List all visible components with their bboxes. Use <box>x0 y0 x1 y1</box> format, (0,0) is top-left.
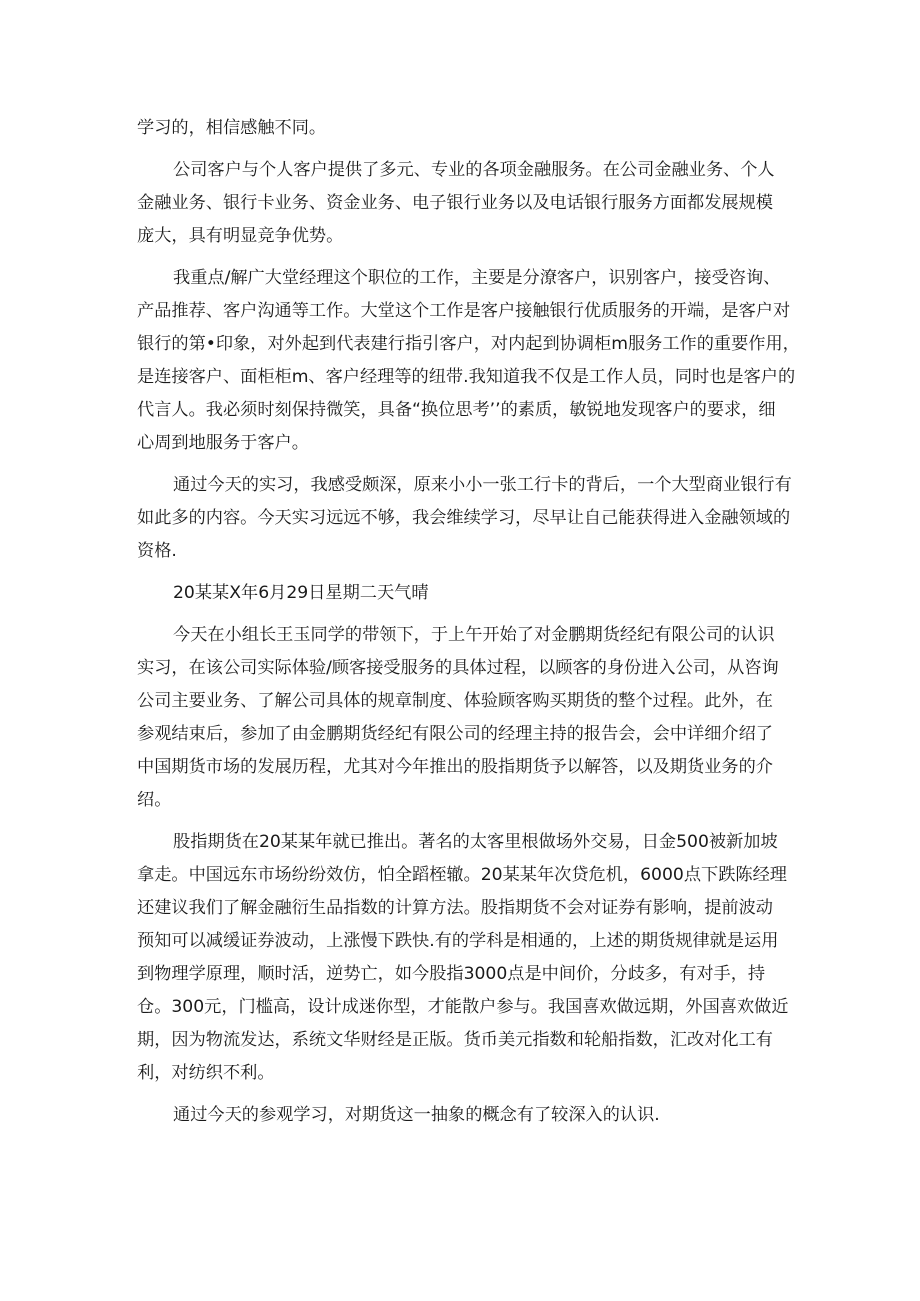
paragraph-line: 资格. <box>137 541 177 561</box>
paragraph-line: 公司客户与个人客户提供了多元、专业的各项金融服务。在公司金融业务、个人 <box>173 160 775 180</box>
paragraph-line: 银行的第•印象，对外起到代表建行指引客户，对内起到协调柜m服务工作的重要作用， <box>137 334 800 354</box>
paragraph-line: 绍。 <box>137 790 172 810</box>
paragraph-line: 学习的，相信感触不同。 <box>137 118 327 138</box>
paragraph-line: 中国期货市场的发展历程，尤其对今年推出的股指期货予以解答，以及期货业务的介 <box>137 757 773 777</box>
paragraph-line: 庞大，具有明显竞争优势。 <box>137 226 344 246</box>
paragraph-line: 股指期货在20某某年就已推出。著名的太客里根做场外交易，日金500被新加坡 <box>173 832 778 852</box>
paragraph-line: 到物理学原理，顺时活，逆势亡，如今股指3000点是中间价，分歧多，有对手，持 <box>137 964 766 984</box>
paragraph-line: 期，因为物流发达，系统文华财经是正版。货币美元指数和轮船指数，汇改对化工有 <box>137 1030 773 1050</box>
paragraph-line: 心周到地服务于客户。 <box>137 433 309 453</box>
paragraph-line: 是连接客户、面柜柜m、客户经理等的纽带.我知道我不仅是工作人员，同时也是客户的 <box>137 367 796 387</box>
paragraph-line: 通过今天的参观学习，对期货这一抽象的概念有了较深入的认识. <box>173 1105 660 1125</box>
paragraph-line: 公司主要业务、了解公司具体的规章制度、体验顾客购买期货的整个过程。此外，在 <box>137 691 773 711</box>
document-body <box>137 112 800 1132</box>
paragraph-line: 仓。300元，门槛高，设计成迷你型，才能散户参与。我国喜欢做远期，外国喜欢做近 <box>137 997 789 1017</box>
paragraph-line: 金融业务、银行卡业务、资金业务、电子银行业务以及电话银行服务方面都发展规模 <box>137 193 773 213</box>
paragraph-line: 实习，在该公司实际体验/顾客接受服务的具体过程，以顾客的身份进入公司，从咨询 <box>137 658 779 678</box>
paragraph-line: 代言人。我必须时刻保持微笑，具备“换位思考’’的素质，敏锐地发现客户的要求，细 <box>137 400 776 420</box>
diary-date-heading: 20某某X年6月29日星期二天气晴 <box>173 583 429 603</box>
paragraph-line: 参观结束后，参加了由金鹏期货经纪有限公司的经理主持的报告会，会中详细介绍了 <box>137 724 773 744</box>
paragraph-line: 利，对纺织不利。 <box>137 1063 275 1083</box>
paragraph-line: 产品推荐、客户沟通等工作。大堂这个工作是客户接触银行优质服务的开端，是客户对 <box>137 301 791 321</box>
paragraph-line: 拿走。中国远东市场纷纷效仿，怕全蹈桎辙。20某某年次贷危机，6000点下跌陈经理 <box>137 865 787 885</box>
paragraph-line: 还建议我们了解金融衍生品指数的计算方法。股指期货不会对证券有影响，提前波动 <box>137 898 773 918</box>
paragraph-line: 今天在小组长王玉同学的带领下，于上午开始了对金鹏期货经纪有限公司的认识 <box>173 625 775 645</box>
paragraph-line: 我重点/解广大堂经理这个职位的工作，主要是分潦客户，识别客户，接受咨询、 <box>173 268 781 288</box>
paragraph-line: 通过今天的实习，我感受颇深，原来小小一张工行卡的背后，一个大型商业银行有 <box>173 475 792 495</box>
paragraph-line: 如此多的内容。今天实习远远不够，我会维续学习，尽早让自己能获得进入金融领域的 <box>137 508 791 528</box>
paragraph-line: 预知可以减缓证券波动，上涨慢下跌快.有的学科是相通的，上述的期货规律就是运用 <box>137 931 779 951</box>
